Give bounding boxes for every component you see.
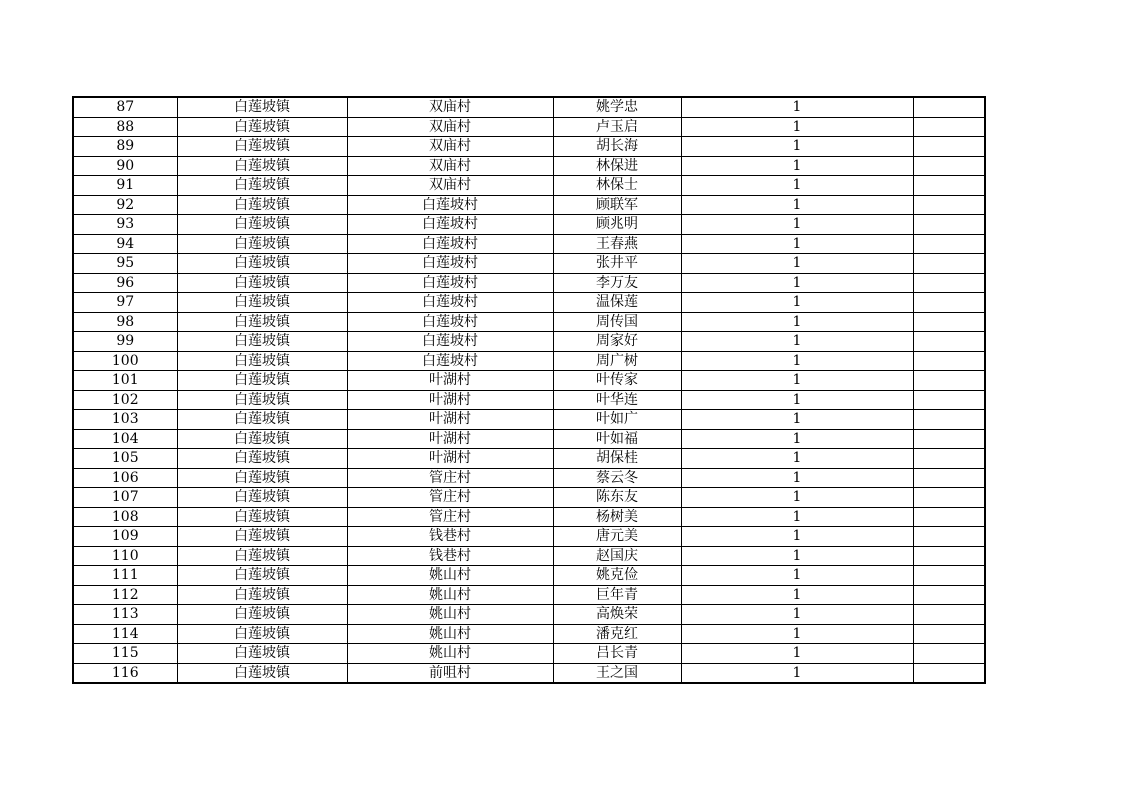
cell-count: 1 [681,546,913,566]
cell-note [913,293,985,313]
cell-count: 1 [681,527,913,547]
cell-serial-number: 108 [73,507,177,527]
table-row [73,371,985,391]
cell-village: 姚山村 [347,605,553,625]
cell-serial-number: 88 [73,117,177,137]
cell-town: 白莲坡镇 [177,215,347,235]
cell-town: 白莲坡镇 [177,97,347,117]
cell-count: 1 [681,137,913,157]
cell-note [913,97,985,117]
cell-name: 赵国庆 [553,546,681,566]
cell-note [913,663,985,683]
cell-town: 白莲坡镇 [177,176,347,196]
cell-note [913,468,985,488]
cell-count: 1 [681,332,913,352]
cell-count: 1 [681,273,913,293]
cell-town: 白莲坡镇 [177,254,347,274]
cell-count: 1 [681,566,913,586]
table-row [73,293,985,313]
table-row [73,176,985,196]
cell-serial-number: 87 [73,97,177,117]
cell-village: 管庄村 [347,468,553,488]
table-row [73,117,985,137]
cell-name: 林保士 [553,176,681,196]
cell-serial-number: 95 [73,254,177,274]
table-row [73,644,985,664]
cell-name: 陈东友 [553,488,681,508]
cell-note [913,137,985,157]
table-row [73,546,985,566]
cell-name: 周家好 [553,332,681,352]
cell-village: 双庙村 [347,176,553,196]
cell-serial-number: 96 [73,273,177,293]
cell-village: 钱巷村 [347,546,553,566]
cell-count: 1 [681,624,913,644]
cell-note [913,429,985,449]
cell-note [913,371,985,391]
cell-name: 张井平 [553,254,681,274]
cell-village: 白莲坡村 [347,351,553,371]
cell-count: 1 [681,117,913,137]
cell-village: 叶湖村 [347,371,553,391]
cell-serial-number: 89 [73,137,177,157]
cell-serial-number: 92 [73,195,177,215]
cell-village: 叶湖村 [347,390,553,410]
cell-village: 叶湖村 [347,449,553,469]
cell-town: 白莲坡镇 [177,449,347,469]
cell-note [913,546,985,566]
cell-town: 白莲坡镇 [177,605,347,625]
cell-village: 姚山村 [347,624,553,644]
table-row [73,234,985,254]
cell-town: 白莲坡镇 [177,527,347,547]
cell-name: 胡保桂 [553,449,681,469]
cell-serial-number: 97 [73,293,177,313]
cell-note [913,390,985,410]
table-row [73,527,985,547]
cell-town: 白莲坡镇 [177,585,347,605]
cell-village: 姚山村 [347,585,553,605]
cell-town: 白莲坡镇 [177,468,347,488]
cell-name: 胡长海 [553,137,681,157]
table-row [73,449,985,469]
table-row [73,254,985,274]
cell-count: 1 [681,195,913,215]
cell-village: 钱巷村 [347,527,553,547]
cell-note [913,585,985,605]
cell-town: 白莲坡镇 [177,371,347,391]
cell-village: 白莲坡村 [347,215,553,235]
cell-village: 白莲坡村 [347,293,553,313]
cell-count: 1 [681,371,913,391]
cell-serial-number: 116 [73,663,177,683]
cell-serial-number: 113 [73,605,177,625]
table-row [73,566,985,586]
cell-town: 白莲坡镇 [177,390,347,410]
cell-name: 顾联军 [553,195,681,215]
cell-serial-number: 93 [73,215,177,235]
cell-note [913,624,985,644]
cell-serial-number: 112 [73,585,177,605]
cell-count: 1 [681,644,913,664]
cell-town: 白莲坡镇 [177,312,347,332]
cell-town: 白莲坡镇 [177,156,347,176]
cell-town: 白莲坡镇 [177,624,347,644]
cell-count: 1 [681,429,913,449]
cell-count: 1 [681,605,913,625]
cell-serial-number: 105 [73,449,177,469]
cell-town: 白莲坡镇 [177,507,347,527]
cell-name: 潘克红 [553,624,681,644]
table-row [73,488,985,508]
cell-note [913,117,985,137]
cell-count: 1 [681,390,913,410]
cell-serial-number: 101 [73,371,177,391]
cell-name: 叶如福 [553,429,681,449]
table-row [73,605,985,625]
cell-town: 白莲坡镇 [177,332,347,352]
cell-name: 周传国 [553,312,681,332]
cell-name: 巨年青 [553,585,681,605]
cell-town: 白莲坡镇 [177,644,347,664]
cell-count: 1 [681,234,913,254]
cell-village: 叶湖村 [347,429,553,449]
cell-village: 双庙村 [347,117,553,137]
cell-town: 白莲坡镇 [177,137,347,157]
cell-name: 李万友 [553,273,681,293]
cell-village: 前咀村 [347,663,553,683]
cell-count: 1 [681,468,913,488]
table-row [73,663,985,683]
cell-note [913,644,985,664]
cell-count: 1 [681,215,913,235]
table-row [73,507,985,527]
cell-name: 唐元美 [553,527,681,547]
cell-note [913,332,985,352]
cell-name: 王之国 [553,663,681,683]
cell-count: 1 [681,293,913,313]
cell-name: 王春燕 [553,234,681,254]
cell-village: 管庄村 [347,507,553,527]
cell-village: 双庙村 [347,137,553,157]
cell-village: 叶湖村 [347,410,553,430]
cell-note [913,176,985,196]
cell-name: 高焕荣 [553,605,681,625]
cell-village: 白莲坡村 [347,254,553,274]
cell-note [913,527,985,547]
cell-count: 1 [681,449,913,469]
cell-name: 顾兆明 [553,215,681,235]
cell-town: 白莲坡镇 [177,293,347,313]
cell-town: 白莲坡镇 [177,117,347,137]
table-row [73,273,985,293]
cell-serial-number: 100 [73,351,177,371]
cell-note [913,410,985,430]
cell-village: 双庙村 [347,156,553,176]
cell-name: 卢玉启 [553,117,681,137]
cell-village: 姚山村 [347,644,553,664]
cell-village: 白莲坡村 [347,195,553,215]
cell-count: 1 [681,97,913,117]
cell-note [913,488,985,508]
cell-serial-number: 106 [73,468,177,488]
cell-note [913,215,985,235]
cell-serial-number: 115 [73,644,177,664]
cell-town: 白莲坡镇 [177,566,347,586]
cell-count: 1 [681,410,913,430]
cell-serial-number: 102 [73,390,177,410]
cell-name: 杨树美 [553,507,681,527]
cell-serial-number: 104 [73,429,177,449]
table-body [73,97,985,683]
table-row [73,195,985,215]
cell-note [913,254,985,274]
cell-village: 管庄村 [347,488,553,508]
table-row [73,97,985,117]
cell-town: 白莲坡镇 [177,410,347,430]
cell-serial-number: 90 [73,156,177,176]
table-row [73,390,985,410]
cell-note [913,156,985,176]
cell-count: 1 [681,351,913,371]
cell-town: 白莲坡镇 [177,195,347,215]
cell-village: 双庙村 [347,97,553,117]
cell-town: 白莲坡镇 [177,234,347,254]
cell-name: 蔡云冬 [553,468,681,488]
cell-note [913,195,985,215]
cell-village: 白莲坡村 [347,234,553,254]
cell-name: 叶华连 [553,390,681,410]
table-row [73,585,985,605]
cell-serial-number: 111 [73,566,177,586]
cell-serial-number: 94 [73,234,177,254]
cell-note [913,507,985,527]
cell-town: 白莲坡镇 [177,429,347,449]
cell-name: 姚学忠 [553,97,681,117]
cell-count: 1 [681,507,913,527]
cell-village: 白莲坡村 [347,273,553,293]
cell-serial-number: 110 [73,546,177,566]
table-row [73,332,985,352]
table-row [73,351,985,371]
cell-serial-number: 103 [73,410,177,430]
cell-serial-number: 98 [73,312,177,332]
cell-town: 白莲坡镇 [177,663,347,683]
cell-name: 林保进 [553,156,681,176]
cell-count: 1 [681,254,913,274]
cell-name: 吕长青 [553,644,681,664]
table-row [73,468,985,488]
cell-serial-number: 91 [73,176,177,196]
cell-village: 白莲坡村 [347,332,553,352]
cell-name: 叶传家 [553,371,681,391]
table-row [73,312,985,332]
cell-serial-number: 114 [73,624,177,644]
cell-name: 姚克俭 [553,566,681,586]
cell-note [913,566,985,586]
table-row [73,410,985,430]
cell-note [913,234,985,254]
cell-count: 1 [681,156,913,176]
cell-count: 1 [681,585,913,605]
cell-count: 1 [681,312,913,332]
cell-village: 白莲坡村 [347,312,553,332]
table-row [73,156,985,176]
cell-count: 1 [681,663,913,683]
table-row [73,215,985,235]
cell-name: 叶如广 [553,410,681,430]
cell-town: 白莲坡镇 [177,273,347,293]
cell-count: 1 [681,488,913,508]
cell-note [913,351,985,371]
data-table [72,96,986,684]
cell-note [913,312,985,332]
cell-town: 白莲坡镇 [177,546,347,566]
cell-note [913,449,985,469]
cell-town: 白莲坡镇 [177,488,347,508]
table-row [73,624,985,644]
table-row [73,137,985,157]
cell-serial-number: 109 [73,527,177,547]
cell-serial-number: 107 [73,488,177,508]
cell-village: 姚山村 [347,566,553,586]
cell-note [913,605,985,625]
cell-count: 1 [681,176,913,196]
cell-name: 温保莲 [553,293,681,313]
cell-note [913,273,985,293]
cell-name: 周广树 [553,351,681,371]
table-row [73,429,985,449]
cell-serial-number: 99 [73,332,177,352]
cell-town: 白莲坡镇 [177,351,347,371]
